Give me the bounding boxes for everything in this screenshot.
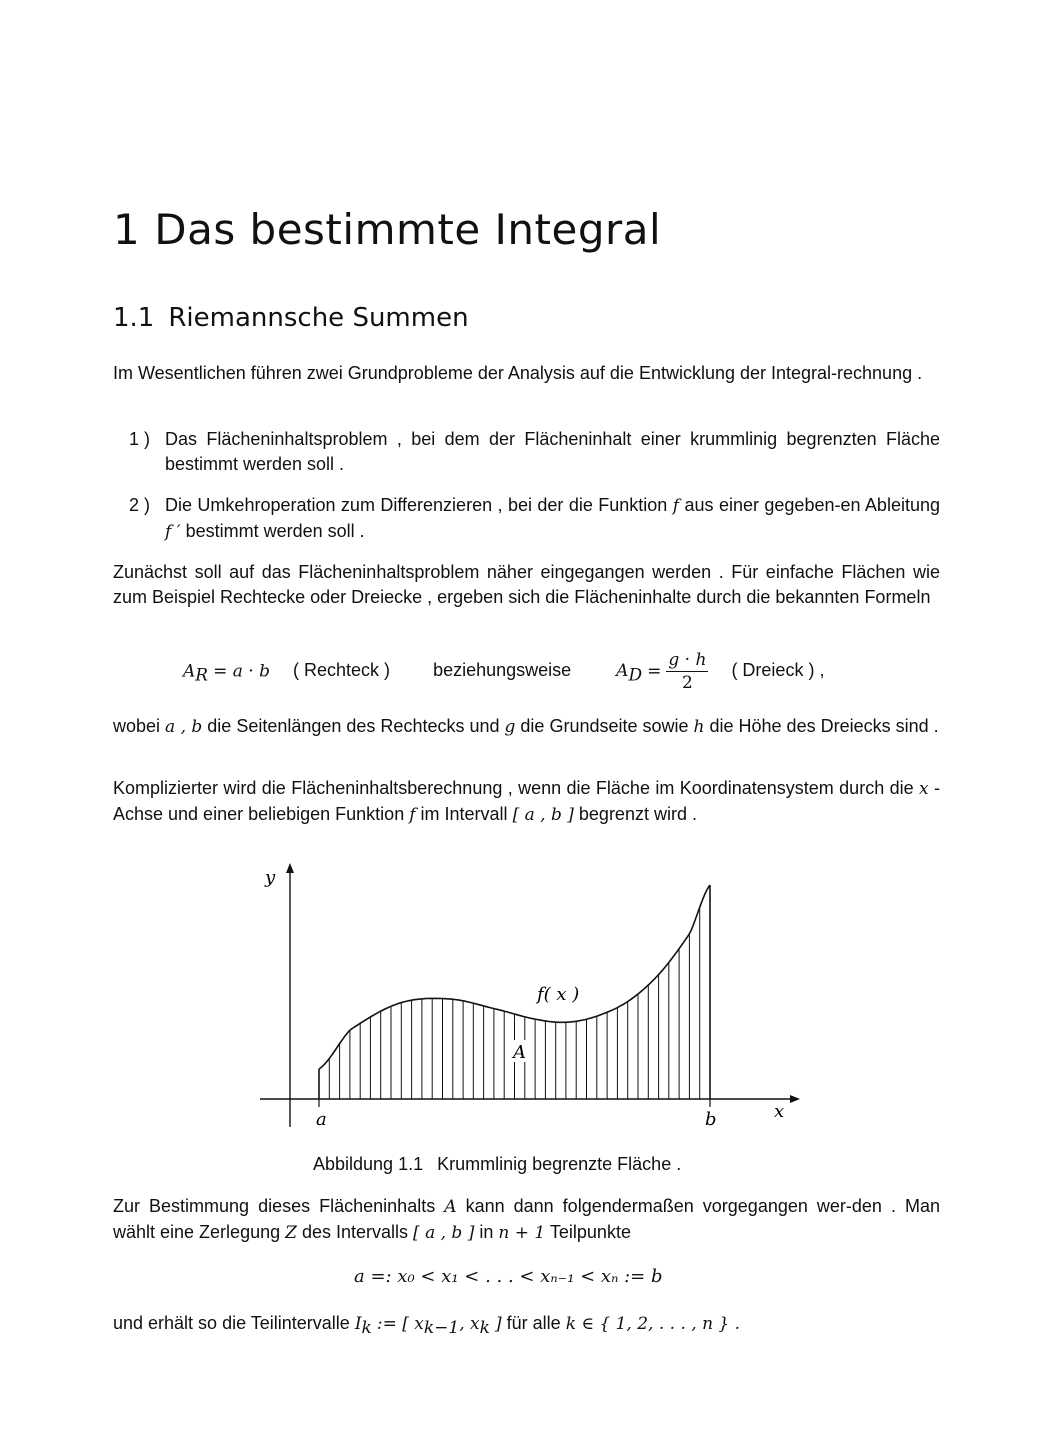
para6-text	[113, 1311, 940, 1341]
partition-formula: a =: x₀ < x₁ < . . . < xₙ₋₁ < xₙ := b	[354, 1266, 663, 1287]
caption-label: Abbildung 1.1	[313, 1154, 424, 1174]
text-part: - Achse und einer beliebigen Funktion	[113, 778, 940, 824]
chapter-number: 1	[113, 205, 141, 254]
para3-text	[113, 714, 940, 740]
math-comma: , x	[459, 1314, 480, 1334]
text-part: begrenzt wird .	[578, 804, 697, 824]
math-sub: k−1	[423, 1318, 460, 1338]
para2-text: Zunächst soll auf das Flächeninhaltsproblem näher eingegangen werden . Für einfache Flächen wie zum Beispiel Rechtecke oder Dreiecke , ergeben sich die Flächeninhalte durch die bekannten Formeln	[113, 562, 940, 607]
para4-text	[113, 776, 940, 828]
paragraph-formulas	[113, 560, 940, 610]
intro-text: Im Wesentlichen führen zwei Grundprobleme der Analysis auf die Entwicklung der Integral-rechnung .	[113, 363, 923, 383]
paragraph-interval	[113, 776, 940, 828]
math-f: f	[672, 496, 680, 516]
area-hatching	[319, 885, 710, 1099]
text-part: für alle	[506, 1313, 561, 1333]
math-ab: a , b	[165, 717, 203, 737]
text-part: die Höhe des Dreiecks sind .	[709, 716, 939, 736]
rect-label: ( Rechteck )	[293, 660, 391, 681]
list-text	[165, 493, 940, 545]
y-axis-arrow	[286, 863, 294, 873]
x-axis-label: x	[774, 1101, 785, 1122]
math-A: A	[444, 1197, 457, 1217]
text-part: die Seitenlängen des Rechtecks und	[207, 716, 500, 736]
integral-figure	[250, 855, 810, 1145]
math-g: g	[504, 717, 516, 737]
b-label: b	[705, 1109, 717, 1130]
math-rect-rhs: = a · b	[213, 661, 270, 682]
text-part: Zur Bestimmung dieses Flächeninhalts	[113, 1196, 436, 1216]
list-item-1	[129, 427, 940, 477]
text-part: Komplizierter wird die Flächeninhaltsberechnung , wenn die Fläche im Koordinatensystem durch die	[113, 778, 914, 798]
para5-text	[113, 1194, 940, 1246]
text-part: aus einer gegeben-en Ableitung	[684, 495, 940, 515]
caption-text: Krummlinig begrenzte Fläche .	[437, 1154, 682, 1174]
math-x: x	[919, 779, 929, 799]
list-text: Das Flächeninhaltsproblem , bei dem der Flächeninhalt einer krummlinig begrenzten Fläche bestimmt werden soll .	[165, 429, 940, 474]
chapter-heading	[113, 205, 661, 254]
math-interval: [ a , b ]	[413, 1223, 475, 1243]
text-part: wobei	[113, 716, 161, 736]
section-title: Riemannsche Summen	[168, 303, 469, 333]
tri-label: ( Dreieck ) ,	[731, 660, 825, 681]
math-A: A	[616, 661, 629, 682]
math-sub: D	[628, 665, 643, 686]
math-Z: Z	[285, 1223, 297, 1243]
math-A: A	[183, 661, 196, 682]
paragraph-sides	[113, 714, 940, 740]
fraction-numerator: g · h	[668, 650, 707, 670]
formula-middle: beziehungsweise	[433, 660, 572, 681]
math-def: := [ x	[376, 1314, 424, 1334]
math-sub: k	[479, 1318, 490, 1338]
area-formula	[183, 649, 824, 694]
text-part: im Intervall	[420, 804, 508, 824]
function-label: f( x )	[537, 984, 580, 1005]
list-label: 2 )	[129, 495, 151, 515]
a-label: a	[316, 1109, 327, 1130]
text-part: Die Umkehroperation zum Differenzieren , bei der die Funktion	[165, 495, 668, 515]
math-fprime: f ′	[165, 522, 181, 542]
list-item-2	[129, 493, 940, 545]
y-axis-label: y	[265, 867, 276, 888]
math-interval: [ a , b ]	[512, 805, 574, 825]
list-label: 1 )	[129, 429, 151, 449]
text-part: Teilpunkte	[549, 1222, 631, 1242]
chapter-title: Das bestimmte Integral	[154, 205, 662, 254]
paragraph-subintervals	[113, 1311, 940, 1341]
x-axis-arrow	[790, 1095, 800, 1103]
text-part: und erhält so die Teilintervalle	[113, 1313, 350, 1333]
math-eq: =	[647, 661, 662, 682]
paragraph-partition	[113, 1194, 940, 1246]
math-sub: R	[195, 665, 209, 686]
text-part: in	[479, 1222, 494, 1242]
fraction	[666, 649, 708, 694]
intro-paragraph	[113, 361, 940, 386]
text-part: die Grundseite sowie	[520, 716, 689, 736]
text-part: des Intervalls	[301, 1222, 409, 1242]
figure-caption	[313, 1154, 681, 1175]
math-sub: k	[361, 1318, 372, 1338]
section-number: 1.1	[113, 303, 155, 333]
math-n1: n + 1	[498, 1223, 546, 1243]
section-heading	[113, 303, 469, 333]
math-k: k ∈ { 1, 2, . . . , n } .	[565, 1314, 741, 1334]
math-f: f	[409, 805, 416, 825]
area-label: A	[513, 1042, 526, 1063]
text-part: bestimmt werden soll .	[185, 521, 365, 541]
text-part: kann dann folgendermaßen vorgegangen wer-den . Man wählt eine Zerlegung	[113, 1196, 940, 1242]
fraction-denominator: 2	[681, 673, 693, 693]
math-h: h	[693, 717, 705, 737]
math-close: ]	[494, 1314, 502, 1334]
math-I: I	[354, 1314, 362, 1334]
